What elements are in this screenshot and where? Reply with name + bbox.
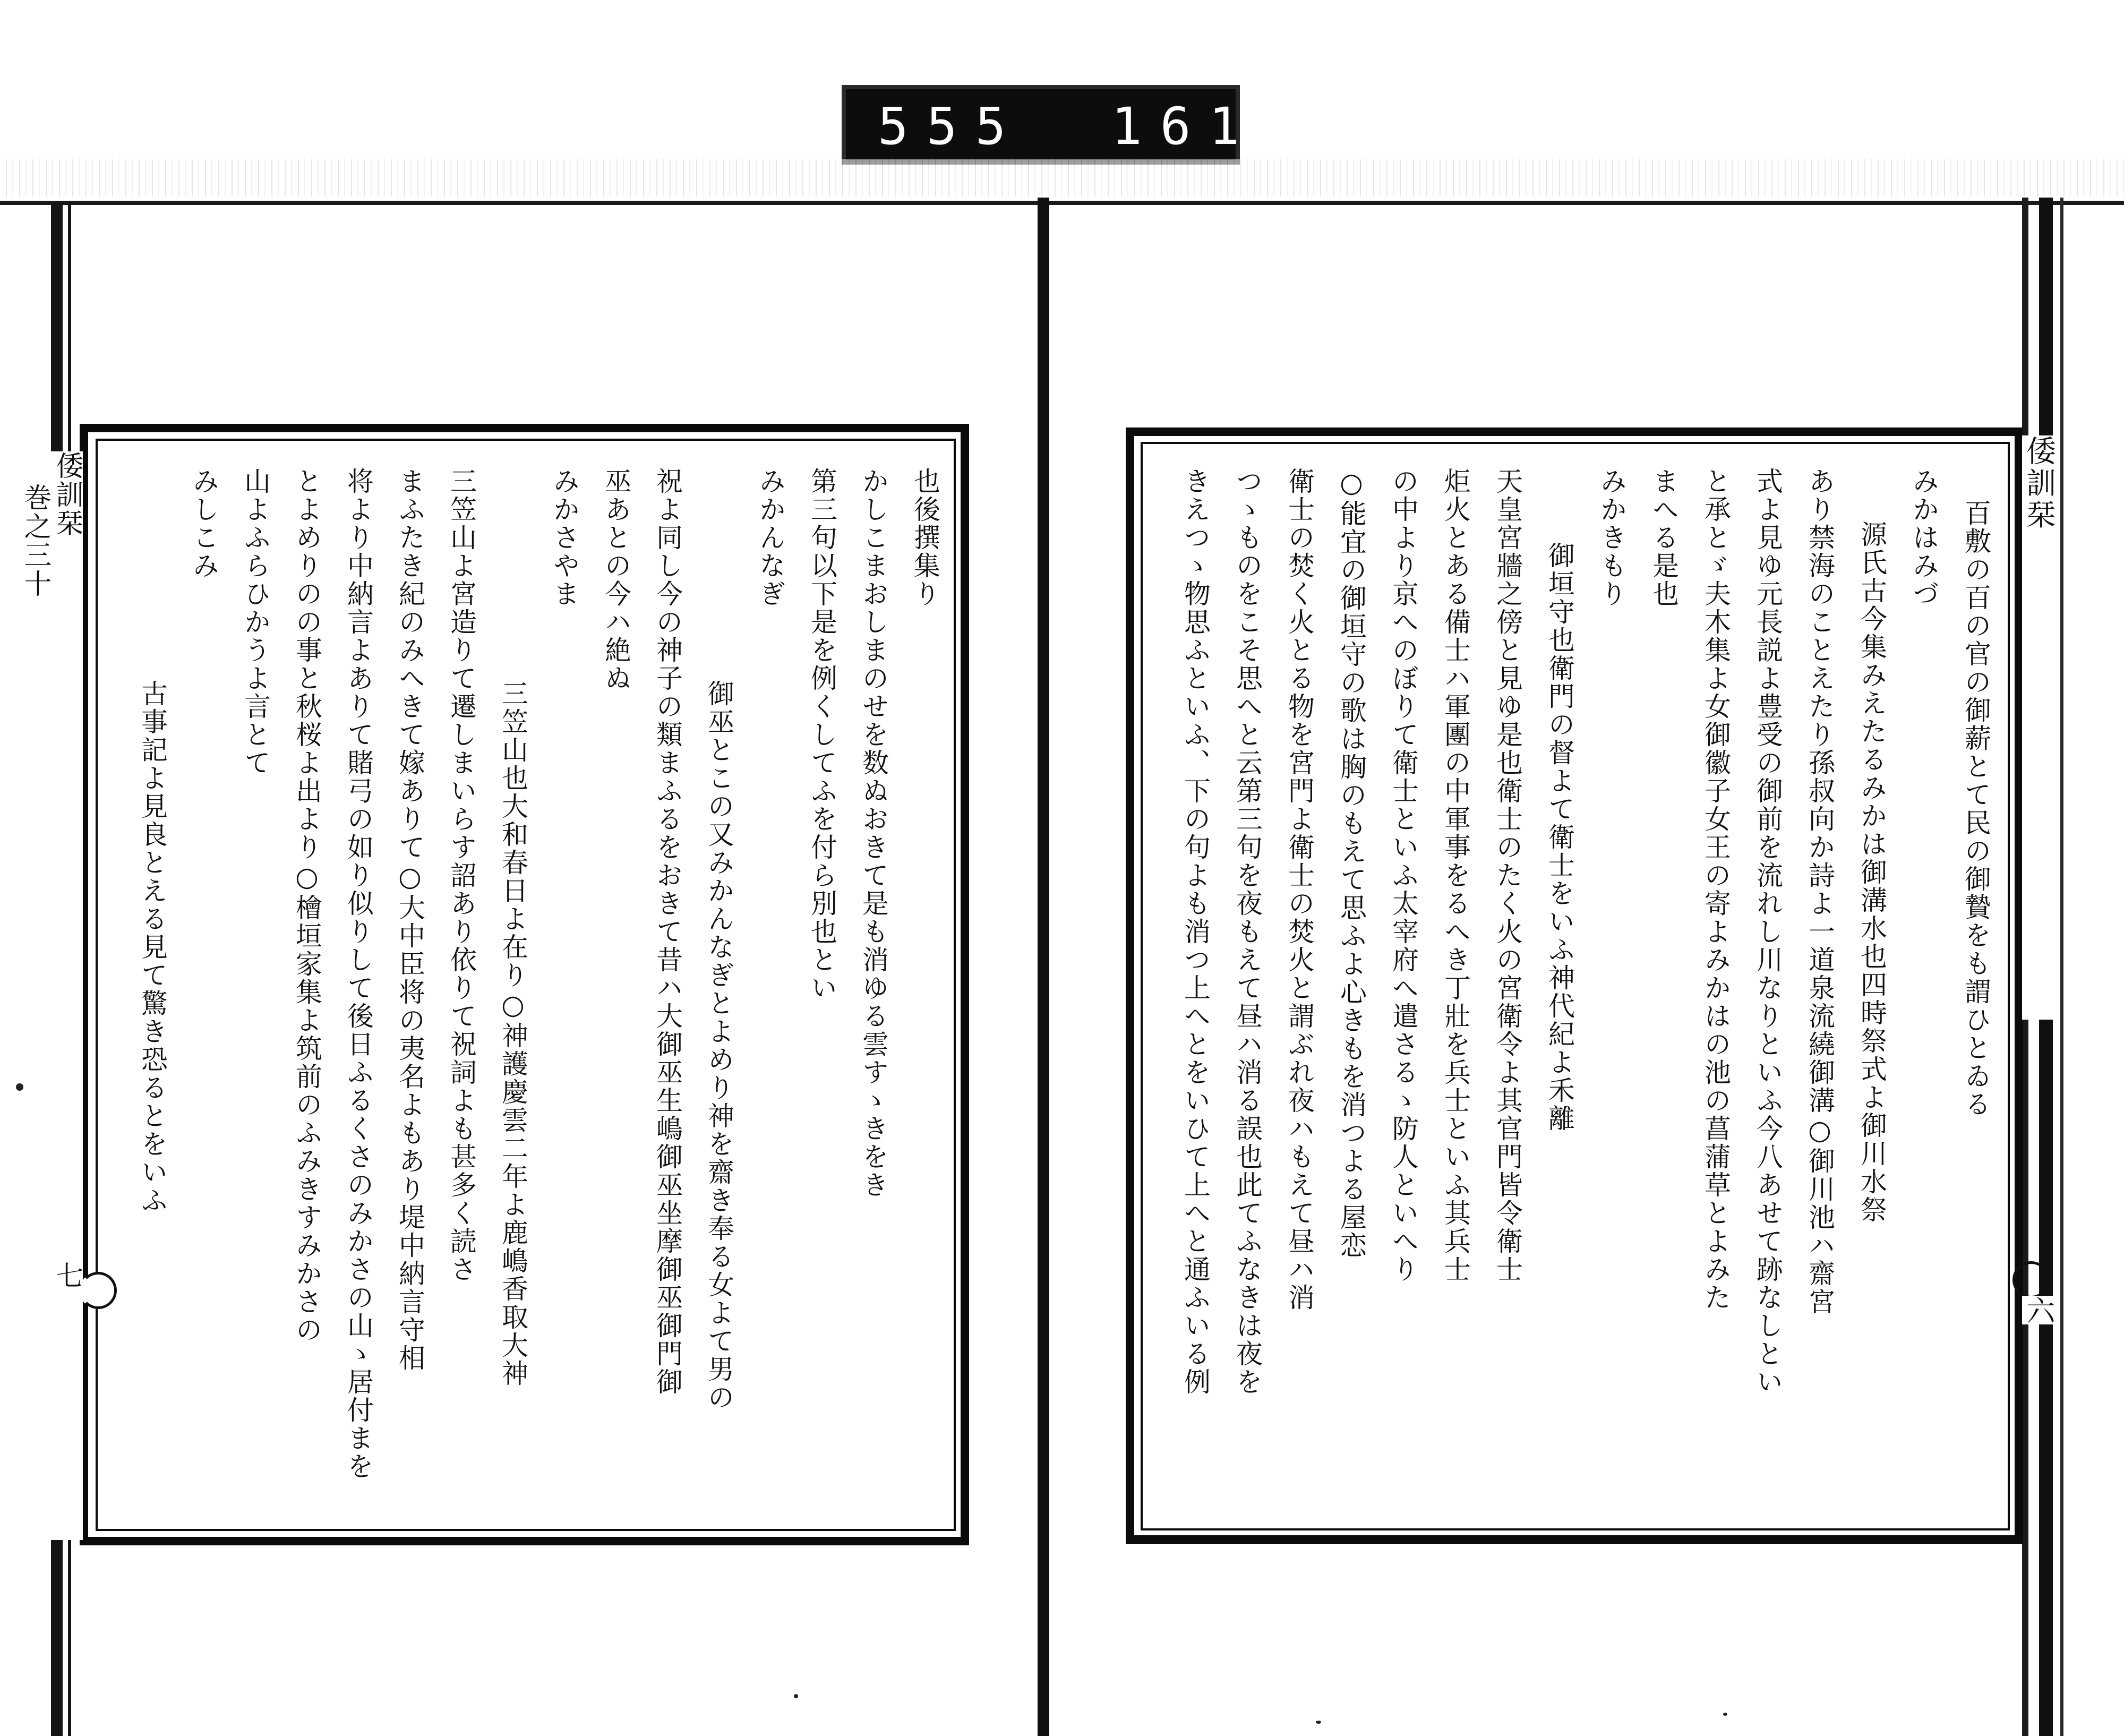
- right-page-edge-outer: [2060, 198, 2063, 1736]
- scan-speck: [794, 1694, 798, 1698]
- text-column: 也後撰集り: [910, 467, 940, 608]
- text-column: きえつゝ物思ふといふ、下の句よも消つ上へとをいひて上へと通ふいる例: [1180, 467, 1211, 1396]
- text-column: まへる是也: [1648, 467, 1679, 608]
- text-column: 巫あとの今ハ絶ぬ: [601, 467, 631, 692]
- left-page-hashira: [19, 451, 83, 1540]
- entry-heading: [117, 467, 126, 1529]
- entry-heading: みかさやま: [549, 467, 580, 608]
- text-column: 古事記よ見良とえる見て驚き恐るとをいふ: [137, 680, 168, 1215]
- left-page-text: [117, 467, 950, 1529]
- text-column: 百敷の百の官の御薪とて民の御贄をも謂ひとゐる: [1960, 499, 1991, 1118]
- text-column: 三笠山也大和春日よ在り○神護慶雲二年よ鹿嶋香取大神: [498, 680, 528, 1388]
- text-column: 御巫とこの又みかんなぎとよめり神を齋き奉る女よて男の: [704, 680, 734, 1412]
- entry-heading: みかんなぎ: [755, 467, 786, 608]
- entry-heading: みしこみ: [189, 467, 219, 580]
- right-page-text: [1163, 467, 2002, 1529]
- text-column: 式よ見ゆ元長説よ豊受の御前を流れし川なりといふ今八あせて跡なしとい: [1752, 467, 1783, 1396]
- text-column: 源氏古今集みえたるみかは御溝水也四時祭式よ御川水祭: [1856, 520, 1887, 1224]
- text-column: 山よふらひかうよ言とて: [240, 467, 271, 777]
- book-top-edge: [0, 201, 2124, 205]
- scan-speck: [1316, 1721, 1321, 1724]
- right-page-folio: 六: [2022, 1296, 2056, 1324]
- entry-heading: みかきもり: [1596, 467, 1627, 608]
- entry-heading: みかはみづ: [1908, 467, 1939, 608]
- text-column: あり禁海のことえたり孫叔向か詩よ一道泉流繞御溝○御川池ハ齋宮: [1804, 467, 1835, 1316]
- text-column: まふたき紀のみへきて嫁ありて○大中臣将の夷名よもあり堤中納言守相: [395, 467, 425, 1372]
- scan-noise-strip: [0, 159, 2124, 196]
- text-column: かしこまおしまのせを数ぬおきて是も消ゆる雲すゝきをき: [858, 467, 889, 1199]
- text-column: 第三句以下是を例くしてふを付ら別也とい: [807, 467, 837, 1002]
- text-column: とよめりのの事と秋桜よ出より○檜垣家集よ筑前のふみきすみかさの: [292, 467, 322, 1344]
- book-spine: [1038, 198, 1049, 1736]
- left-page-folio-mark: [80, 1272, 117, 1309]
- text-column: の中より京へのぼりて衛士といふ太宰府へ遣さるゝ防人といへり: [1388, 467, 1419, 1284]
- text-column: ○能宜の御垣守の歌は胸のもえて思ふよ心きもを消つよる屋恋: [1336, 467, 1367, 1260]
- text-column: つゝものをこそ思へと云第三句を夜もえて昼ハ消る誤也此てふなきは夜を: [1232, 467, 1263, 1396]
- archive-label-right: 161.: [1111, 97, 1307, 156]
- text-column: 天皇宮牆之傍と見ゆ是也衛士のたく火の宮衛令よ其官門皆令衛士: [1492, 467, 1523, 1284]
- left-page-title: 倭訓栞: [51, 451, 83, 537]
- text-column: 御垣守也衛門の督よて衛士をいふ神代紀よ禾離: [1544, 542, 1575, 1133]
- text-column: 炬火とある備士ハ軍團の中軍事をるへき丁壯を兵士といふ其兵士: [1440, 467, 1471, 1284]
- text-column: 将より中納言よありて賭弓の如り似りして後日ふるくさのみかさの山ゝ居付まを: [343, 467, 374, 1481]
- left-page-volume: 巻之三十: [19, 483, 51, 598]
- left-page-folio: 七: [51, 1261, 83, 1289]
- archive-label-left: 555: [878, 97, 1024, 156]
- right-page-folio-mark: [2012, 1261, 2050, 1298]
- text-column: と承とゞ夫木集よ女御徽子女王の寄よみかはの池の菖蒲草とよみた: [1700, 467, 1731, 1312]
- text-column: 衛士の焚く火とる物を宮門よ衛士の焚火と謂ぶれ夜ハもえて昼ハ消: [1284, 467, 1315, 1312]
- right-page-hashira: 倭訓栞: [2022, 435, 2055, 1020]
- scan-speck: [16, 1083, 23, 1091]
- archive-label: [842, 85, 1307, 165]
- text-column: 祝よ同し今の神子の類まふるをおきて昔ハ大御巫生嶋御巫坐摩御巫御門御: [652, 467, 683, 1396]
- scan-speck: [1723, 1713, 1727, 1716]
- text-column: 三笠山よ宮造りて遷しまいらす詔あり依りて祝詞よも甚多く読さ: [446, 467, 477, 1284]
